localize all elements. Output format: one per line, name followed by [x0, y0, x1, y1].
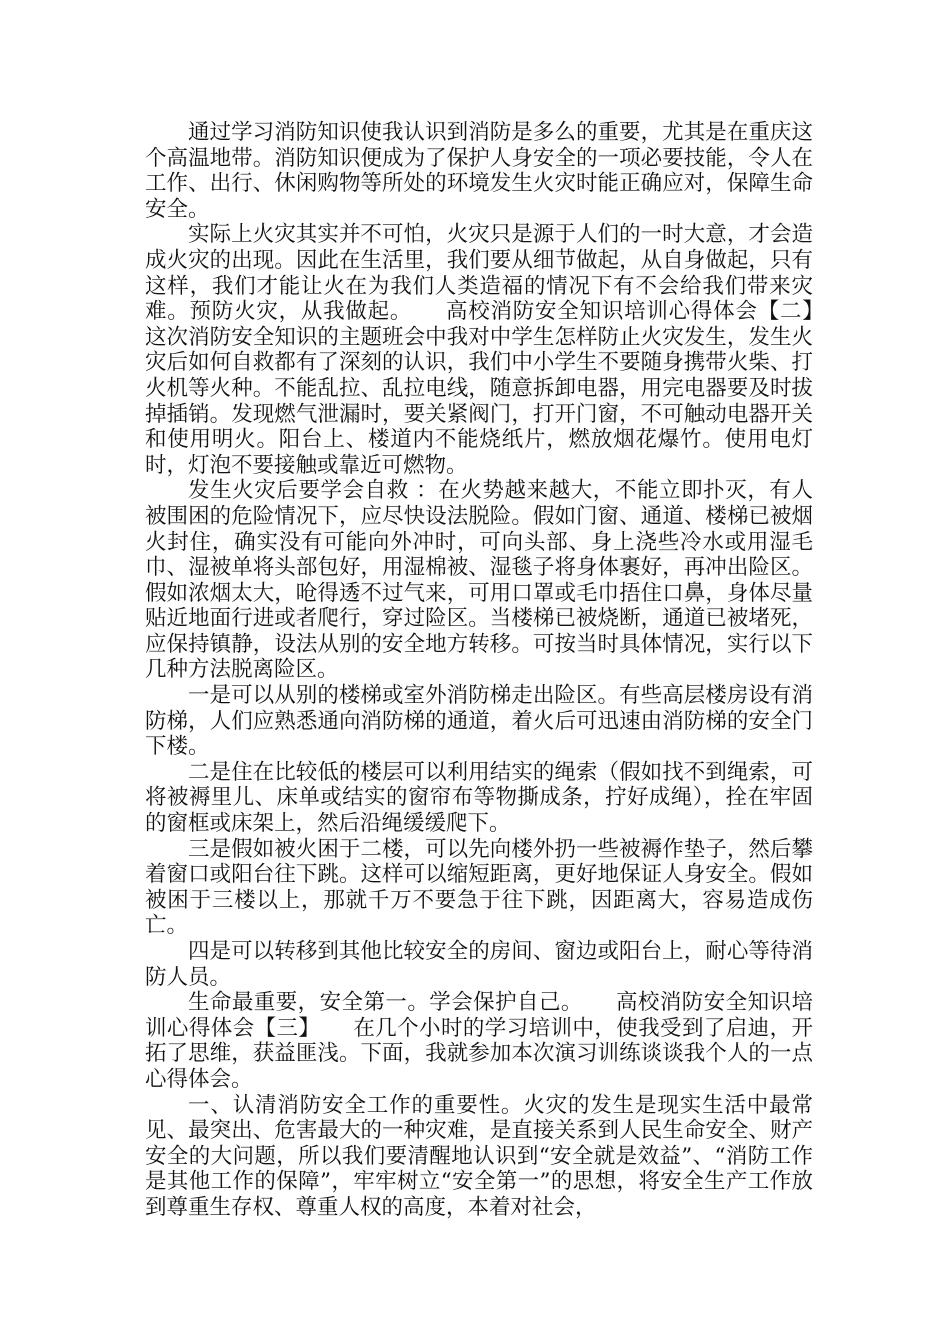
paragraph-4: 一是可以从别的楼梯或室外消防梯走出险区。有些高层楼房设有消防梯，人们应熟悉通向消防梯的通道，着火后可迅速由消防梯的安全门下楼。	[145, 683, 813, 760]
paragraph-8: 生命最重要，安全第一。学会保护自己。 高校消防安全知识培训心得体会【三】 在几个小时的学习培训中，使我受到了启迪，开拓了思维，获益匪浅。下面，我就参加本次演习训练谈谈我个人的一点心得体会。	[145, 990, 813, 1092]
paragraph-9: 一、认清消防安全工作的重要性。火灾的发生是现实生活中最常见、最突出、危害最大的一种灾难，是直接关系到人民生命安全、财产安全的大问题，所以我们要清醒地认识到“安全就是效益”、“消防工作是其他工作的保障”，牢牢树立“安全第一”的思想，将安全生产工作放到尊重生存权、尊重人权的高度，本着对社会，	[145, 1092, 813, 1220]
paragraph-3: 发生火灾后要学会自救 ：在火势越来越大，不能立即扑灭，有人被围困的危险情况下，应尽快设法脱险。假如门窗、通道、楼梯已被烟火封住，确实没有可能向外冲时，可向头部、身上浇些冷水或用湿毛巾、湿被单将头部包好，用湿棉被、湿毯子将身体裹好，再冲出险区。假如浓烟太大，呛得透不过气来，可用口罩或毛巾捂住口鼻，身体尽量贴近地面行进或者爬行，穿过险区。当楼梯已被烧断，通道已被堵死，应保持镇静，设法从别的安全地方转移。可按当时具体情况，实行以下几种方法脱离险区。	[145, 478, 813, 683]
paragraph-7: 四是可以转移到其他比较安全的房间、窗边或阳台上，耐心等待消防人员。	[145, 939, 813, 990]
paragraph-1: 通过学习消防知识使我认识到消防是多么的重要，尤其是在重庆这个高温地带。消防知识便成为了保护人身安全的一项必要技能，令人在工作、出行、休闲购物等所处的环境发生火灾时能正确应对，保障生命安全。	[145, 120, 813, 222]
paragraph-5: 二是住在比较低的楼层可以利用结实的绳索（假如找不到绳索，可将被褥里儿、床单或结实的窗帘布等物撕成条，拧好成绳），拴在牢固的窗框或床架上，然后沿绳缓缓爬下。	[145, 759, 813, 837]
document-body	[145, 120, 857, 1221]
paragraph-2: 实际上火灾其实并不可怕，火灾只是源于人们的一时大意，才会造成火灾的出现。因此在生活里，我们要从细节做起，从自身做起，只有这样，我们才能让火在为我们人类造福的情况下有不会给我们带来灾难。预防火灾，从我做起。 高校消防安全知识培训心得体会【二】 这次消防安全知识的主题班会中我对中学生怎样防止火灾发生，发生火灾后如何自救都有了深刻的认识，我们中小学生不要随身携带火柴、打火机等火种。不能乱拉、乱拉电线，随意拆卸电器，用完电器要及时拔掉插销。发现燃气泄漏时，要关紧阀门，打开门窗，不可触动电器开关和使用明火。阳台上、楼道内不能烧纸片，燃放烟花爆竹。使用电灯时，灯泡不要接触或靠近可燃物。	[145, 222, 857, 478]
paragraph-6: 三是假如被火困于二楼，可以先向楼外扔一些被褥作垫子，然后攀着窗口或阳台往下跳。这样可以缩短距离，更好地保证人身安全。假如被困于三楼以上，那就千万不要急于往下跳，因距离大，容易造成伤亡。	[145, 836, 813, 939]
